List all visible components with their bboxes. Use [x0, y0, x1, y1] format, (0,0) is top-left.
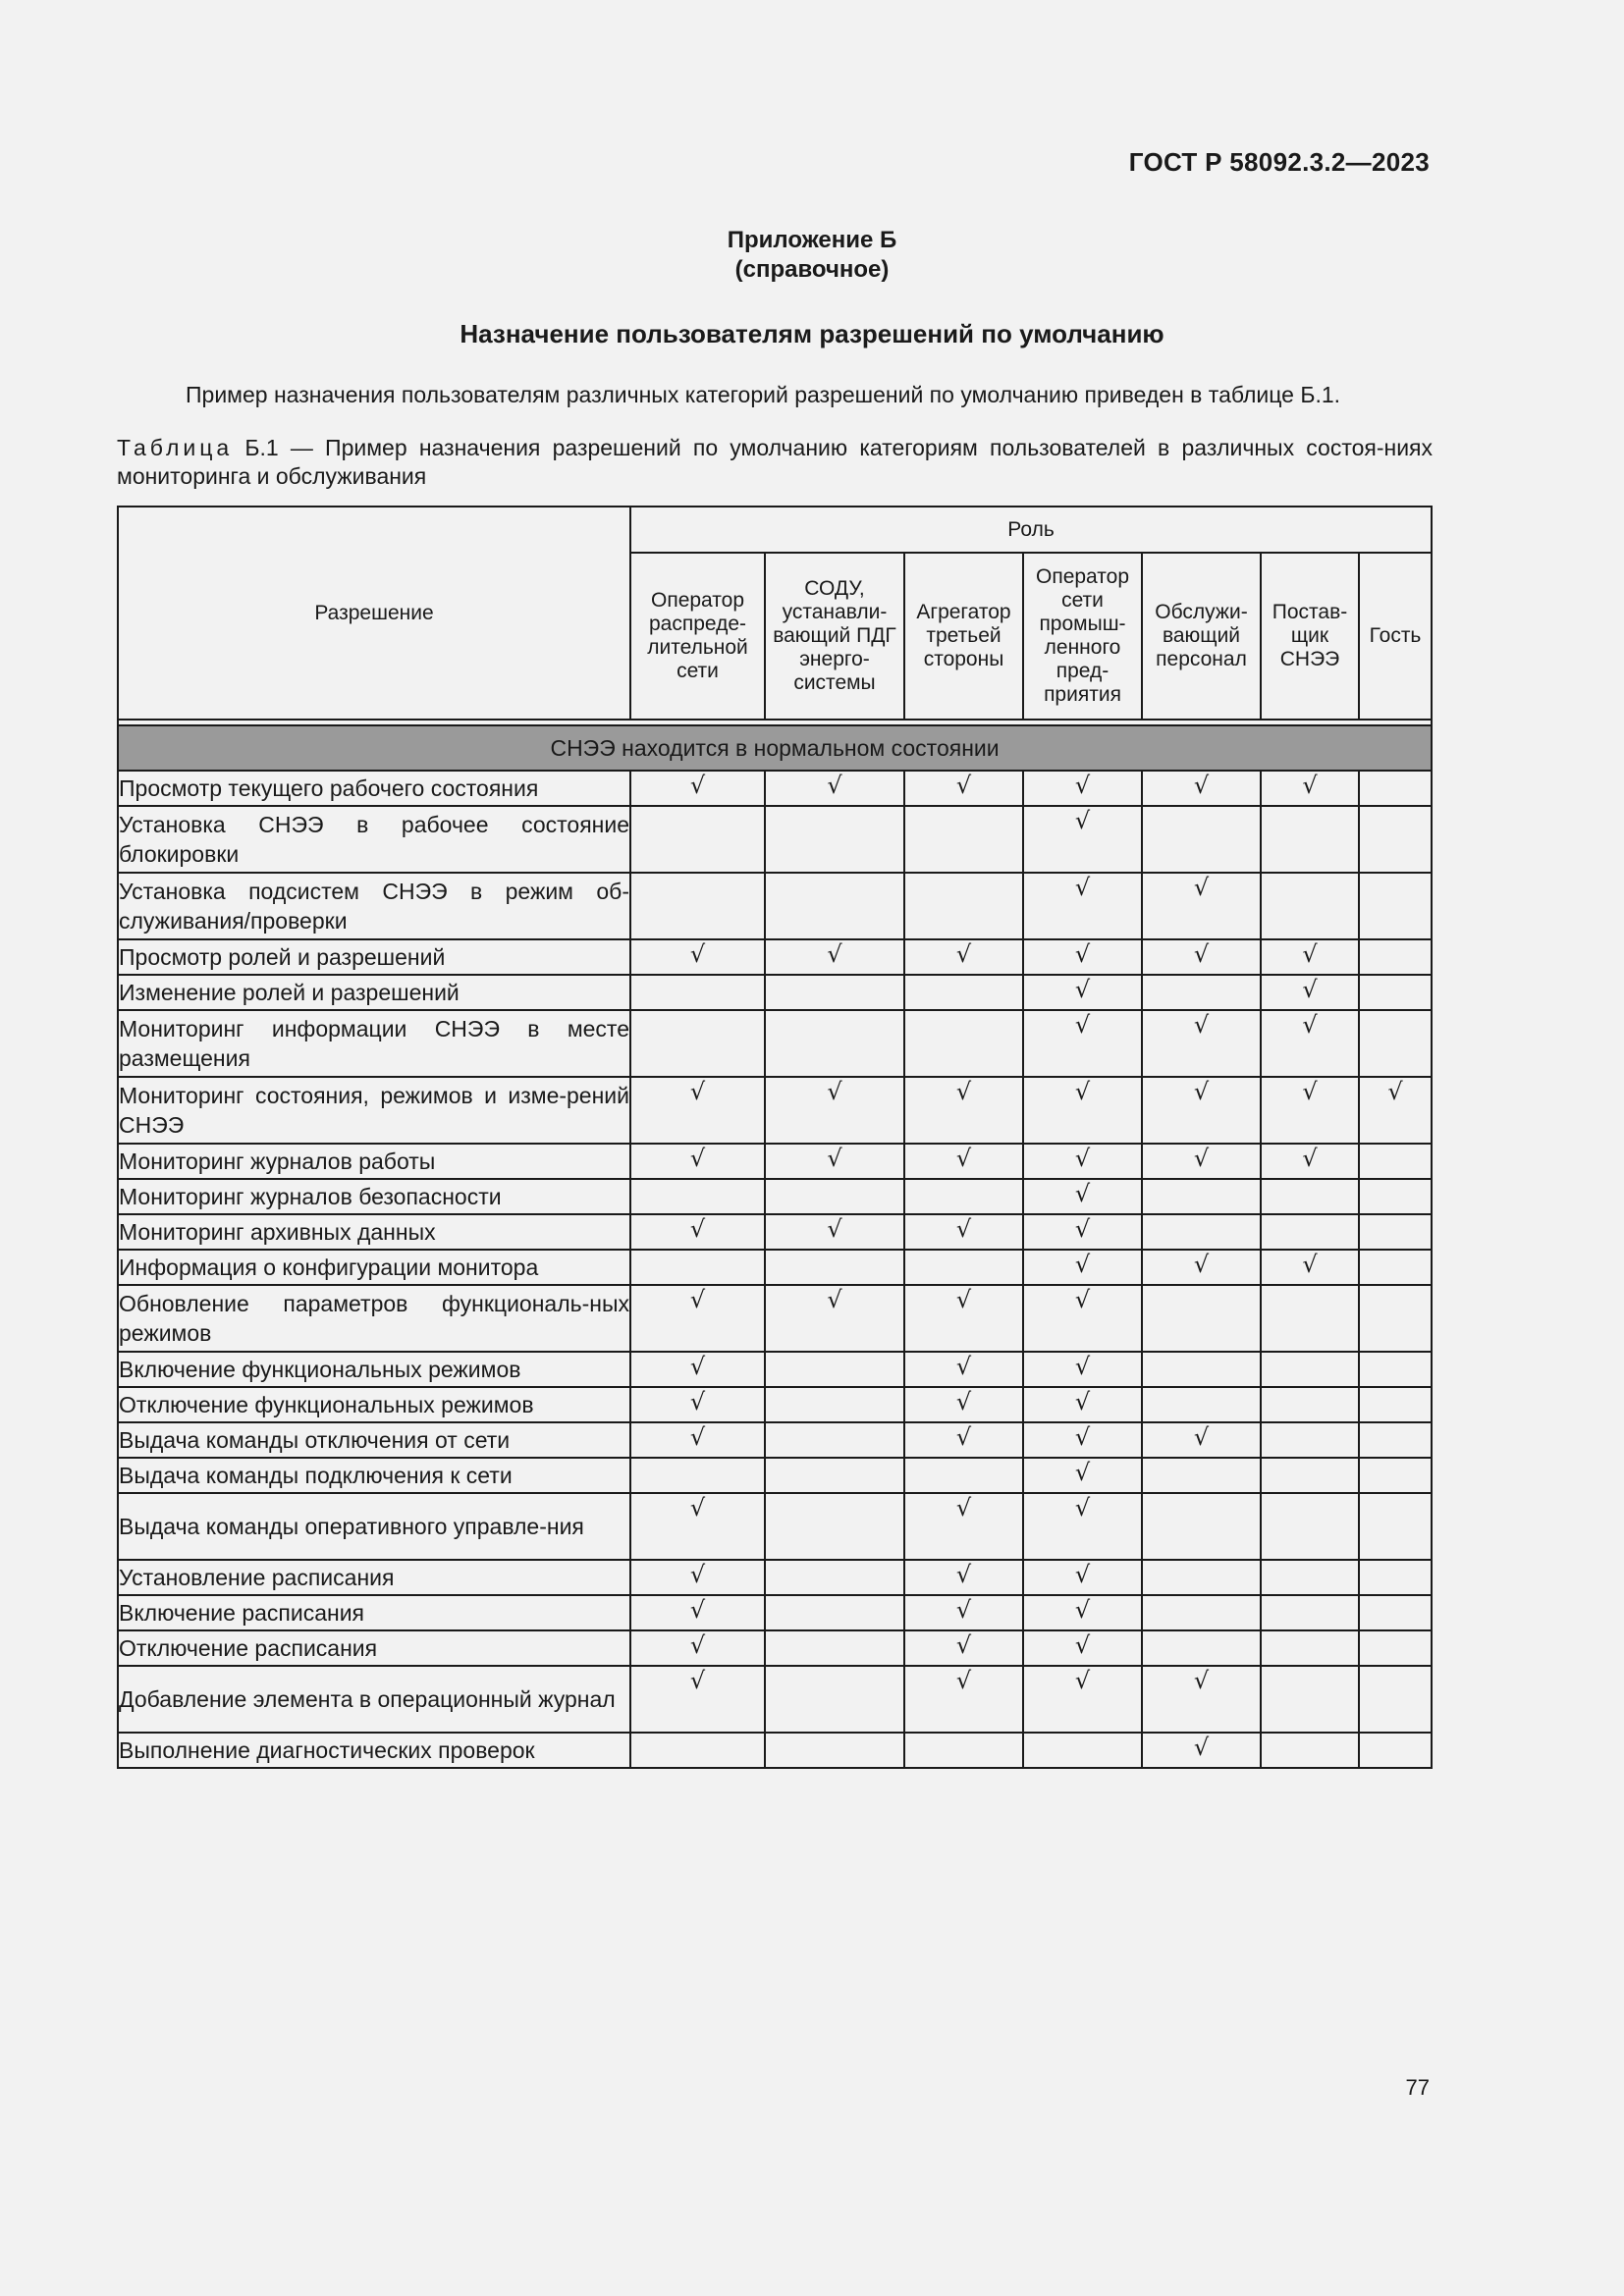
table-row: [118, 939, 1432, 975]
check-mark-cell: √: [1023, 806, 1142, 873]
check-mark-cell: √: [904, 1666, 1023, 1733]
permission-label: Мониторинг журналов работы: [119, 1148, 436, 1174]
table-row: [118, 1630, 1432, 1666]
empty-cell: [1359, 806, 1432, 873]
check-mark-cell: √: [1142, 939, 1261, 975]
permissions-table: [117, 506, 1433, 1769]
empty-cell: [904, 1733, 1023, 1768]
role-header: Оператор сети промыш-ленного пред-приятия: [1023, 553, 1142, 720]
permission-label: Включение расписания: [119, 1600, 365, 1626]
table-row: [118, 1733, 1432, 1768]
check-mark-cell: √: [765, 1214, 904, 1250]
empty-cell: [904, 1250, 1023, 1285]
check-mark-cell: √: [1023, 1666, 1142, 1733]
permission-name: [118, 1666, 630, 1733]
empty-cell: [1142, 1285, 1261, 1352]
empty-cell: [1142, 1493, 1261, 1560]
permission-column-header: Разрешение: [118, 507, 630, 720]
empty-cell: [1359, 975, 1432, 1010]
empty-cell: [1142, 1560, 1261, 1595]
empty-cell: [1359, 1285, 1432, 1352]
empty-cell: [1359, 1458, 1432, 1493]
caption-label: Таблица: [117, 435, 234, 460]
empty-cell: [1261, 873, 1359, 939]
permission-label: Отключение функциональных режимов: [119, 1392, 534, 1417]
empty-cell: [630, 975, 765, 1010]
permission-label: Выдача команды отключения от сети: [119, 1427, 511, 1453]
check-mark-cell: √: [630, 1352, 765, 1387]
check-mark-cell: √: [1261, 1077, 1359, 1144]
permission-name: [118, 1285, 630, 1352]
empty-cell: [1359, 873, 1432, 939]
empty-cell: [630, 1733, 765, 1768]
table-row: [118, 1077, 1432, 1144]
table-row: [118, 1285, 1432, 1352]
check-mark-cell: √: [630, 1387, 765, 1422]
permission-name: [118, 1250, 630, 1285]
permission-label: Отключение расписания: [119, 1635, 378, 1661]
permission-label: Установление расписания: [119, 1565, 395, 1590]
permission-label: Мониторинг состояния, режимов и изме-рений СНЭЭ: [119, 1083, 629, 1138]
check-mark-cell: √: [765, 1144, 904, 1179]
permission-name: [118, 873, 630, 939]
permission-label: Установка СНЭЭ в рабочее состояние блокировки: [119, 812, 629, 867]
empty-cell: [765, 1595, 904, 1630]
role-header: СОДУ, устанавли-вающий ПДГ энерго-системы: [765, 553, 904, 720]
table-row: [118, 1560, 1432, 1595]
empty-cell: [1261, 1387, 1359, 1422]
permission-label: Изменение ролей и разрешений: [119, 980, 460, 1005]
table-row: [118, 1666, 1432, 1733]
empty-cell: [1359, 1666, 1432, 1733]
check-mark-cell: √: [904, 1285, 1023, 1352]
permission-name: [118, 1010, 630, 1077]
permission-name: [118, 1077, 630, 1144]
check-mark-cell: √: [904, 1387, 1023, 1422]
empty-cell: [765, 1493, 904, 1560]
permission-label: Установка подсистем СНЭЭ в режим об-служивания/проверки: [119, 879, 629, 934]
empty-cell: [904, 873, 1023, 939]
empty-cell: [1261, 1493, 1359, 1560]
page-number: 77: [1405, 2075, 1430, 2100]
permission-label: Включение функциональных режимов: [119, 1357, 521, 1382]
check-mark-cell: √: [1142, 1733, 1261, 1768]
empty-cell: [630, 1250, 765, 1285]
empty-cell: [765, 1458, 904, 1493]
empty-cell: [1142, 1214, 1261, 1250]
empty-cell: [1142, 806, 1261, 873]
check-mark-cell: √: [1261, 1250, 1359, 1285]
empty-cell: [765, 1387, 904, 1422]
empty-cell: [765, 1250, 904, 1285]
permission-name: [118, 939, 630, 975]
table-row: [118, 1010, 1432, 1077]
empty-cell: [630, 1010, 765, 1077]
check-mark-cell: √: [765, 939, 904, 975]
table-caption: [117, 434, 1433, 491]
check-mark-cell: √: [1023, 1493, 1142, 1560]
check-mark-cell: √: [1142, 1077, 1261, 1144]
empty-cell: [1359, 1179, 1432, 1214]
empty-cell: [765, 1560, 904, 1595]
empty-cell: [1359, 1250, 1432, 1285]
permission-name: [118, 1560, 630, 1595]
empty-cell: [904, 806, 1023, 873]
empty-cell: [1261, 1595, 1359, 1630]
table-row: [118, 806, 1432, 873]
check-mark-cell: √: [1261, 1144, 1359, 1179]
empty-cell: [1142, 1458, 1261, 1493]
table-row: [118, 1493, 1432, 1560]
empty-cell: [765, 1422, 904, 1458]
check-mark-cell: √: [904, 1595, 1023, 1630]
empty-cell: [1261, 1352, 1359, 1387]
empty-cell: [765, 1179, 904, 1214]
check-mark-cell: √: [630, 1144, 765, 1179]
permission-name: [118, 771, 630, 806]
check-mark-cell: √: [1023, 1179, 1142, 1214]
check-mark-cell: √: [1142, 1010, 1261, 1077]
empty-cell: [1359, 1595, 1432, 1630]
check-mark-cell: √: [1023, 1010, 1142, 1077]
check-mark-cell: √: [1023, 1077, 1142, 1144]
check-mark-cell: √: [1023, 939, 1142, 975]
empty-cell: [1142, 1595, 1261, 1630]
check-mark-cell: √: [904, 1560, 1023, 1595]
permission-label: Обновление параметров функциональ-ных режимов: [119, 1291, 629, 1346]
check-mark-cell: √: [1023, 1595, 1142, 1630]
permission-name: [118, 1458, 630, 1493]
check-mark-cell: √: [630, 1077, 765, 1144]
check-mark-cell: √: [1023, 1560, 1142, 1595]
check-mark-cell: √: [1261, 1010, 1359, 1077]
check-mark-cell: √: [1023, 1285, 1142, 1352]
check-mark-cell: √: [1142, 1144, 1261, 1179]
check-mark-cell: √: [630, 1493, 765, 1560]
empty-cell: [1261, 1179, 1359, 1214]
empty-cell: [1359, 1144, 1432, 1179]
check-mark-cell: √: [630, 771, 765, 806]
empty-cell: [1261, 1458, 1359, 1493]
permission-name: [118, 1387, 630, 1422]
empty-cell: [765, 873, 904, 939]
check-mark-cell: √: [904, 1077, 1023, 1144]
empty-cell: [1359, 1733, 1432, 1768]
permission-name: [118, 1352, 630, 1387]
check-mark-cell: √: [1023, 1387, 1142, 1422]
check-mark-cell: √: [1142, 1422, 1261, 1458]
empty-cell: [1023, 1733, 1142, 1768]
check-mark-cell: √: [904, 771, 1023, 806]
check-mark-cell: √: [904, 939, 1023, 975]
permission-name: [118, 1422, 630, 1458]
check-mark-cell: √: [1261, 939, 1359, 975]
check-mark-cell: √: [1023, 1422, 1142, 1458]
empty-cell: [1359, 1352, 1432, 1387]
empty-cell: [1142, 975, 1261, 1010]
check-mark-cell: √: [1023, 1458, 1142, 1493]
check-mark-cell: √: [904, 1493, 1023, 1560]
permission-label: Выдача команды подключения к сети: [119, 1463, 513, 1488]
role-header: Агрегатор третьей стороны: [904, 553, 1023, 720]
empty-cell: [765, 1733, 904, 1768]
permission-label: Добавление элемента в операционный журнал: [119, 1686, 616, 1712]
permission-name: [118, 1595, 630, 1630]
permission-name: [118, 1493, 630, 1560]
empty-cell: [1142, 1179, 1261, 1214]
check-mark-cell: √: [1261, 975, 1359, 1010]
check-mark-cell: √: [630, 1422, 765, 1458]
table-row: [118, 1458, 1432, 1493]
document-code: ГОСТ Р 58092.3.2—2023: [1128, 147, 1430, 177]
check-mark-cell: √: [630, 1666, 765, 1733]
empty-cell: [630, 806, 765, 873]
check-mark-cell: √: [630, 1630, 765, 1666]
permission-label: Выполнение диагностических проверок: [119, 1737, 535, 1763]
permission-label: Мониторинг журналов безопасности: [119, 1184, 502, 1209]
empty-cell: [765, 1630, 904, 1666]
empty-cell: [1359, 1630, 1432, 1666]
empty-cell: [630, 1179, 765, 1214]
check-mark-cell: √: [1142, 873, 1261, 939]
check-mark-cell: √: [765, 1285, 904, 1352]
empty-cell: [904, 1458, 1023, 1493]
table-row: [118, 1595, 1432, 1630]
check-mark-cell: √: [630, 1285, 765, 1352]
empty-cell: [1261, 1733, 1359, 1768]
empty-cell: [1359, 939, 1432, 975]
appendix-heading: [0, 226, 1624, 285]
empty-cell: [1359, 1493, 1432, 1560]
table-row: [118, 1179, 1432, 1214]
permission-label: Выдача команды оперативного управле-ния: [119, 1514, 584, 1539]
check-mark-cell: √: [630, 1595, 765, 1630]
check-mark-cell: √: [904, 1144, 1023, 1179]
table-row: [118, 975, 1432, 1010]
empty-cell: [765, 1666, 904, 1733]
empty-cell: [1359, 1560, 1432, 1595]
check-mark-cell: √: [630, 939, 765, 975]
table-row: [118, 771, 1432, 806]
permission-name: [118, 1214, 630, 1250]
empty-cell: [1142, 1352, 1261, 1387]
check-mark-cell: √: [904, 1352, 1023, 1387]
empty-cell: [630, 1458, 765, 1493]
check-mark-cell: √: [1023, 1144, 1142, 1179]
check-mark-cell: √: [1261, 771, 1359, 806]
appendix-subtitle: (справочное): [734, 256, 890, 283]
table-row: [118, 1214, 1432, 1250]
table-row: [118, 1250, 1432, 1285]
check-mark-cell: √: [1142, 771, 1261, 806]
check-mark-cell: √: [1023, 1630, 1142, 1666]
empty-cell: [1359, 1214, 1432, 1250]
permission-label: Мониторинг информации СНЭЭ в месте размещения: [119, 1016, 629, 1071]
table-row: [118, 873, 1432, 939]
empty-cell: [1261, 1285, 1359, 1352]
check-mark-cell: √: [1023, 975, 1142, 1010]
permission-name: [118, 1630, 630, 1666]
check-mark-cell: √: [904, 1630, 1023, 1666]
empty-cell: [1261, 1214, 1359, 1250]
check-mark-cell: √: [1142, 1666, 1261, 1733]
table-row: [118, 1144, 1432, 1179]
permission-name: [118, 806, 630, 873]
check-mark-cell: √: [904, 1214, 1023, 1250]
table-row: [118, 1387, 1432, 1422]
state-section-row: СНЭЭ находится в нормальном состоянии: [118, 725, 1432, 771]
empty-cell: [1261, 1630, 1359, 1666]
check-mark-cell: √: [630, 1560, 765, 1595]
permission-label: Мониторинг архивных данных: [119, 1219, 436, 1245]
role-header: Гость: [1359, 553, 1432, 720]
empty-cell: [765, 1352, 904, 1387]
check-mark-cell: √: [765, 771, 904, 806]
permission-name: [118, 1733, 630, 1768]
role-header: Оператор распреде-лительной сети: [630, 553, 765, 720]
table-row: [118, 1422, 1432, 1458]
permission-name: [118, 975, 630, 1010]
check-mark-cell: √: [1023, 771, 1142, 806]
check-mark-cell: √: [1023, 1352, 1142, 1387]
empty-cell: [1261, 1560, 1359, 1595]
role-group-header: Роль: [630, 507, 1432, 553]
empty-cell: [765, 975, 904, 1010]
empty-cell: [1359, 1010, 1432, 1077]
empty-cell: [630, 873, 765, 939]
role-header: Постав-щик СНЭЭ: [1261, 553, 1359, 720]
empty-cell: [1359, 1387, 1432, 1422]
table-row: [118, 1352, 1432, 1387]
appendix-title: Приложение Б: [727, 227, 897, 253]
empty-cell: [904, 1010, 1023, 1077]
empty-cell: [1142, 1387, 1261, 1422]
section-title: Назначение пользователям разрешений по умолчанию: [460, 319, 1164, 348]
permission-name: [118, 1144, 630, 1179]
permission-label: Просмотр текущего рабочего состояния: [119, 775, 539, 801]
empty-cell: [1261, 1666, 1359, 1733]
empty-cell: [904, 1179, 1023, 1214]
role-header: Обслужи-вающий персонал: [1142, 553, 1261, 720]
caption-text: Б.1 — Пример назначения разрешений по умолчанию категориям пользователей в различных состоя-ниях мониторинга и обслуживания: [117, 435, 1434, 489]
check-mark-cell: √: [1023, 873, 1142, 939]
permission-label: Просмотр ролей и разрешений: [119, 944, 446, 970]
permission-name: [118, 1179, 630, 1214]
permission-label: Информация о конфигурации монитора: [119, 1255, 539, 1280]
intro-paragraph: Пример назначения пользователям различных категорий разрешений по умолчанию приведен в таблице Б.1.: [186, 382, 1341, 407]
empty-cell: [1359, 1422, 1432, 1458]
check-mark-cell: √: [1023, 1250, 1142, 1285]
empty-cell: [904, 975, 1023, 1010]
empty-cell: [1261, 1422, 1359, 1458]
check-mark-cell: √: [904, 1422, 1023, 1458]
check-mark-cell: √: [1142, 1250, 1261, 1285]
empty-cell: [1359, 771, 1432, 806]
check-mark-cell: √: [630, 1214, 765, 1250]
empty-cell: [1261, 806, 1359, 873]
empty-cell: [1142, 1630, 1261, 1666]
check-mark-cell: √: [1359, 1077, 1432, 1144]
empty-cell: [765, 1010, 904, 1077]
empty-cell: [765, 806, 904, 873]
check-mark-cell: √: [1023, 1214, 1142, 1250]
check-mark-cell: √: [765, 1077, 904, 1144]
